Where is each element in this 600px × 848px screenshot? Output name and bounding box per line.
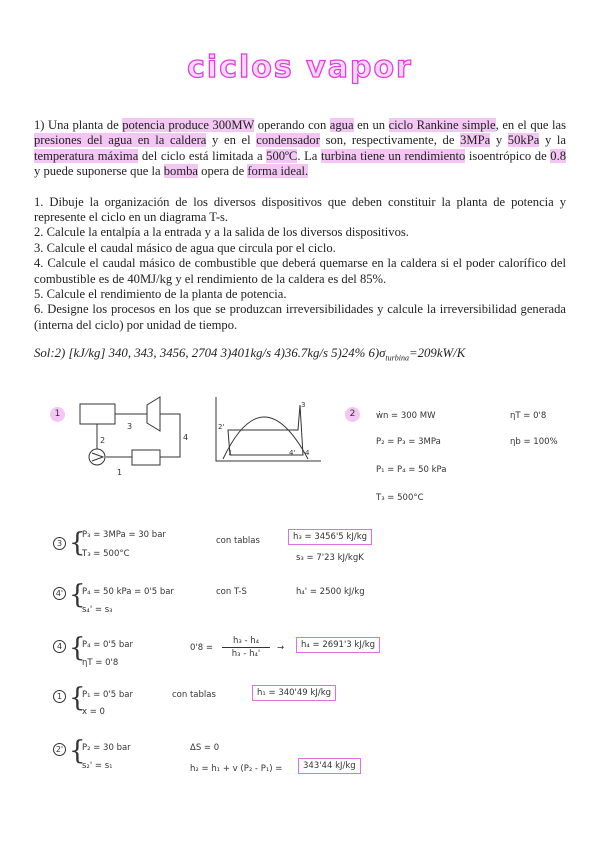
highlighted-text: presiones del agua en la caldera — [34, 133, 207, 148]
state-3-entropy: s₃ = 7'23 kJ/kgK — [296, 553, 364, 563]
ts-label-4p: 4' — [289, 449, 296, 457]
question-4: 4. Calcule el caudal másico de combustible que deberá quemarse en la caldera si el poder calorífico del combustible es de 40MJ/kg y el rendimiento de la caldera es del 85%. — [34, 256, 566, 286]
question-3: 3. Calcule el caudal másico de agua que circula por el ciclo. — [34, 240, 336, 255]
highlighted-text: forma ideal. — [247, 164, 309, 179]
schematic-label-1: 1 — [117, 468, 123, 477]
state-4p-entropy: s₄' = s₃ — [82, 605, 113, 615]
state-2p-pressure: P₂ = 30 bar — [82, 743, 131, 753]
schematic-label-4: 4 — [183, 433, 189, 442]
data-turbine-efficiency: ηT = 0'8 — [510, 411, 547, 421]
state-4-equation: 0'8 = — [190, 643, 213, 653]
plant-schematic-sketch — [75, 395, 200, 480]
brace: { — [69, 736, 86, 766]
highlighted-text: 0.8 — [550, 148, 567, 163]
brace: { — [69, 633, 86, 663]
highlighted-text: bomba — [163, 164, 199, 179]
state-4-result-box: h₄ = 2691'3 kJ/kg — [296, 637, 380, 653]
highlighted-text: condensador — [256, 133, 320, 148]
brace: { — [69, 528, 86, 558]
turbine-shape — [147, 397, 160, 431]
ts-label-3: 3 — [301, 401, 306, 409]
state-1-marker: 1 — [53, 690, 66, 703]
ts-diagram-sketch — [213, 395, 323, 465]
state-4p-method: con T-S — [216, 587, 247, 597]
state-3-marker: 3 — [53, 537, 66, 550]
ts-cycle — [228, 405, 303, 455]
highlighted-text: potencia produce 300MW — [122, 118, 255, 132]
intro-text: operando con — [254, 118, 330, 132]
ts-label-4: 4 — [305, 449, 310, 457]
intro-text: y la — [539, 133, 566, 148]
state-4-efficiency: ηT = 0'8 — [82, 658, 119, 668]
state-1-result-box: h₁ = 340'49 kJ/kg — [252, 685, 336, 701]
data-temperature: T₃ = 500°C — [376, 493, 424, 503]
section-marker-1: 1 — [50, 407, 65, 422]
state-3-pressure: P₃ = 3MPa = 30 bar — [82, 530, 166, 540]
data-pump-efficiency: ηb = 100% — [510, 437, 558, 447]
fraction-denominator: h₃ - h₄' — [231, 649, 261, 659]
state-1-method: con tablas — [172, 690, 216, 700]
condenser-box — [132, 450, 160, 465]
boiler-box — [80, 404, 115, 424]
highlighted-text: 50kPa — [507, 133, 540, 148]
state-3-temperature: T₃ = 500°C — [82, 549, 130, 559]
state-2p-result-box: 343'44 kJ/kg — [298, 758, 361, 774]
intro-text: isoentrópico de — [465, 148, 551, 163]
problem-intro — [34, 118, 566, 180]
fraction-bar — [222, 647, 270, 648]
intro-text: 1) Una planta de — [34, 118, 123, 132]
intro-text: , en el que las — [495, 118, 567, 132]
question-6: 6. Designe los procesos en los que se produzcan irreversibilidades y calcule la irreversibilidad generada (interna del ciclo) por unidad de tiempo. — [34, 302, 566, 332]
ts-label-2p: 2' — [218, 423, 225, 431]
section-marker-2: 2 — [345, 407, 360, 422]
highlighted-text: 500ºC — [266, 148, 298, 163]
problem-statement — [34, 118, 566, 366]
state-2p-entropy: s₂' = s₁ — [82, 761, 113, 771]
state-3-result-box: h₃ = 3456'5 kJ/kg — [288, 529, 372, 545]
intro-text: y puede suponerse que la — [34, 164, 164, 179]
brace: { — [69, 580, 86, 610]
question-2: 2. Calcule la entalpía a la entrada y a la salida de los diversos dispositivos. — [34, 225, 409, 240]
data-pressure-low: P₁ = P₄ = 50 kPa — [376, 465, 447, 475]
highlighted-text: turbina tiene un rendimiento — [320, 148, 466, 163]
intro-text: del ciclo está limitada a — [138, 148, 267, 163]
intro-text: y en el — [206, 133, 257, 148]
state-4-marker: 4 — [53, 640, 66, 653]
highlighted-text: temperatura máxima — [34, 148, 139, 163]
intro-text: opera de — [198, 164, 248, 179]
fraction-numerator: h₃ - h₄ — [232, 636, 260, 646]
state-3-method: con tablas — [216, 536, 260, 546]
question-5: 5. Calcule el rendimiento de la planta de potencia. — [34, 287, 287, 302]
question-1: 1. Dibuje la organización de los diversos dispositivos que deben constituir la planta de potencia y represente el ciclo en un diagrama T-s. — [34, 194, 566, 225]
arrow-icon: → — [277, 643, 285, 653]
state-1-pressure: P₁ = 0'5 bar — [82, 690, 134, 700]
state-2p-equation: h₂ = h₁ + v (P₂ - P₁) = — [190, 764, 283, 774]
state-4p-marker: 4' — [53, 587, 66, 600]
state-4-pressure: P₄ = 0'5 bar — [82, 640, 134, 650]
highlighted-text: agua — [329, 118, 354, 132]
state-4p-pressure: P₄ = 50 kPa = 0'5 bar — [82, 587, 174, 597]
intro-text: son, respectivamente, de — [319, 133, 461, 148]
state-4-fraction — [222, 636, 270, 659]
intro-text: . La — [297, 148, 321, 163]
ts-label-1: 1 — [228, 449, 233, 457]
highlighted-text: 3MPa — [460, 133, 491, 148]
state-4p-enthalpy: h₄' = 2500 kJ/kg — [296, 587, 365, 597]
schematic-label-3: 3 — [127, 422, 133, 431]
data-pressure-high: P₂ = P₃ = 3MPa — [376, 437, 441, 447]
page-title: ciclos vapor — [187, 50, 413, 85]
intro-text: y — [490, 133, 508, 148]
data-power: ẇn = 300 MW — [376, 411, 436, 421]
highlighted-text: ciclo Rankine simple — [388, 118, 496, 132]
state-1-quality: x = 0 — [82, 707, 105, 717]
solution-line: Sol:2) [kJ/kg] 340, 343, 3456, 2704 3)401kg/s 4)36.7kg/s 5)24% $6)\sigma_{turbina}=209kW/K$ — [34, 346, 466, 363]
brace: { — [69, 683, 86, 713]
state-2p-isentropic: ΔS = 0 — [190, 743, 220, 753]
state-2p-marker: 2' — [53, 743, 66, 756]
schematic-label-2: 2 — [100, 436, 106, 445]
intro-text: en un — [353, 118, 389, 132]
